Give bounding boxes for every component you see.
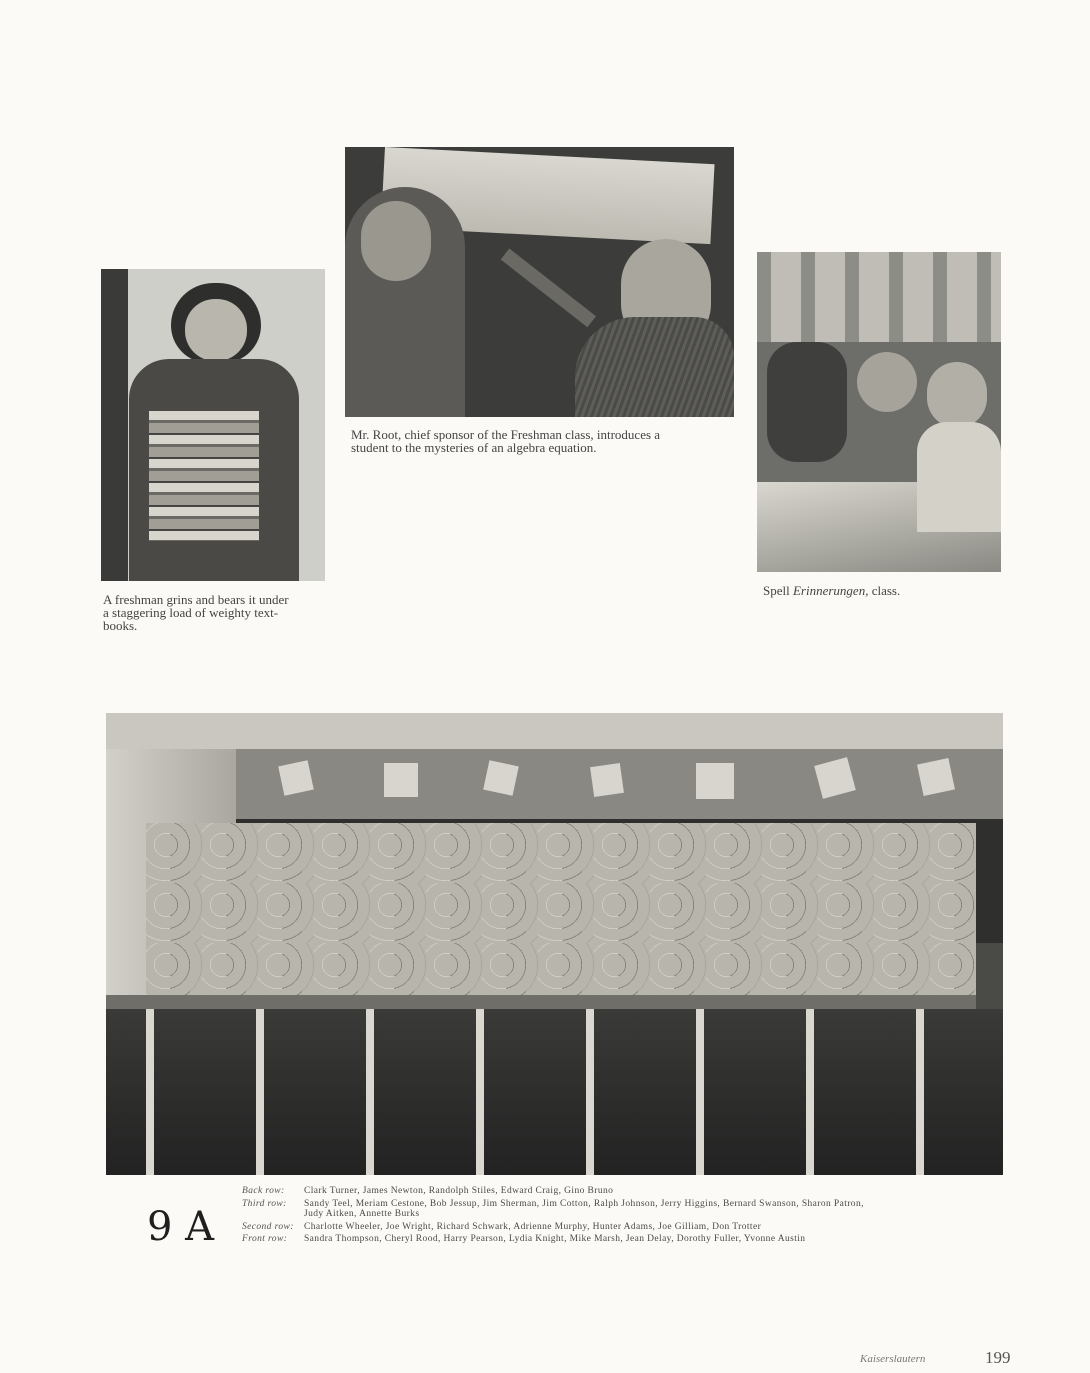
photo-mr-root-caption: Mr. Root, chief sponsor of the Freshman class, introduces a student to the mysteries of an algebra equation.	[351, 427, 661, 455]
photo-mr-root-blackboard	[345, 147, 734, 417]
photo-class-9a	[106, 713, 1003, 1175]
roster-label: Third row:	[242, 1198, 287, 1209]
roster-row-front	[242, 1234, 882, 1245]
roster-label: Second row:	[242, 1221, 294, 1232]
caption-prefix: Spell	[763, 583, 793, 598]
photo-erinnerungen-class	[757, 252, 1001, 572]
caption-emphasis: Erinnerungen,	[792, 583, 869, 598]
photo-freshman-caption: A freshman grins and bears it under a staggering load of weighty text- books.	[103, 592, 289, 633]
caption-suffix: class.	[868, 583, 901, 598]
roster-label: Front row:	[242, 1234, 288, 1244]
roster-names: Sandy Teel, Meriam Cestone, Bob Jessup, Jim Sherman, Jim Cotton, Ralph Johnson, Jerry Higgins, Bernard Swanson, Sharon Patron, Judy Aitken, Annette Burks	[304, 1198, 864, 1219]
page-number: 199	[985, 1348, 1011, 1367]
roster-row-third	[242, 1199, 882, 1220]
photo-erinnerungen-caption	[763, 584, 1003, 597]
footer-place: Kaiserslautern	[860, 1353, 926, 1365]
roster-row-back	[242, 1186, 882, 1197]
class-roster	[242, 1186, 882, 1247]
roster-names: Clark Turner, James Newton, Randolph Stiles, Edward Craig, Gino Bruno	[304, 1186, 614, 1196]
class-mark-9a: 9 A	[147, 1204, 215, 1250]
photo-freshman-with-books	[101, 269, 325, 581]
roster-row-second	[242, 1222, 882, 1233]
roster-names: Charlotte Wheeler, Joe Wright, Richard Schwark, Adrienne Murphy, Hunter Adams, Joe Gilliam, Don Trotter	[304, 1221, 762, 1232]
roster-label: Back row:	[242, 1186, 285, 1196]
roster-names: Sandra Thompson, Cheryl Rood, Harry Pearson, Lydia Knight, Mike Marsh, Jean Delay, Dorothy Fuller, Yvonne Austin	[304, 1234, 806, 1244]
